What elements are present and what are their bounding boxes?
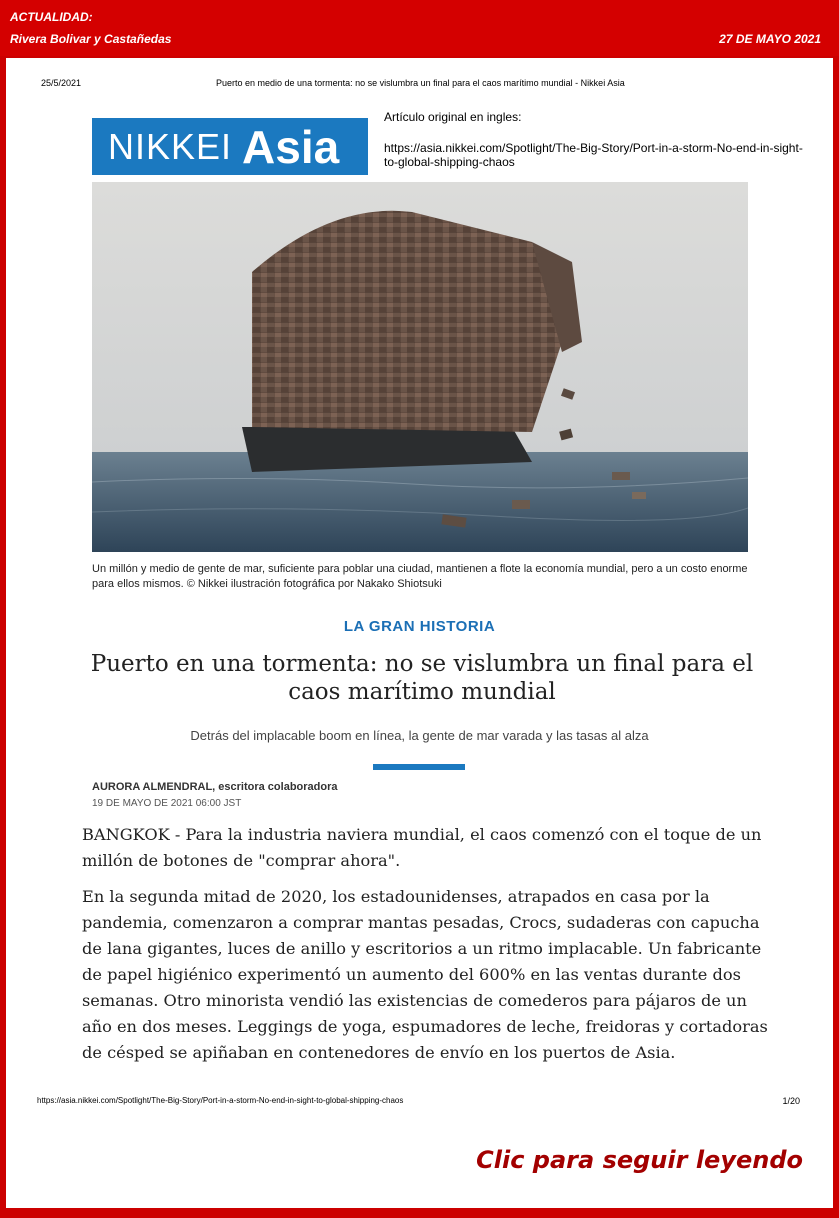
article-author: AURORA ALMENDRAL, escritora colaboradora [92, 781, 338, 793]
section-label: ACTUALIDAD: [10, 10, 93, 24]
original-article-label: Artículo original en ingles: [384, 110, 522, 124]
footer-url: https://asia.nikkei.com/Spotlight/The-Big-Story/Port-in-a-storm-No-end-in-sight-to-global-shipping-chaos [37, 1096, 404, 1105]
article-headline: Puerto en una tormenta: no se vislumbra un final para el caos marítimo mundial [90, 651, 754, 705]
print-date: 25/5/2021 [41, 78, 82, 88]
page-number: 1/20 [782, 1096, 800, 1106]
print-title: Puerto en medio de una tormenta: no se vislumbra un final para el caos marítimo mundial - Nikkei Asia [216, 78, 625, 88]
banner-date: 27 DE MAYO 2021 [719, 32, 821, 46]
photo-caption: Un millón y medio de gente de mar, suficiente para poblar una ciudad, mantienen a flote la economía mundial, pero a un costo enorme para ellos mismos. © Nikkei ilustración fotográfica por Nakako Shiotsuki [92, 563, 748, 590]
document-page [6, 58, 833, 1208]
divider-rule [373, 764, 465, 770]
article-body [82, 822, 772, 1076]
authors-label: Rivera Bolivar y Castañedas [10, 32, 172, 46]
article-subhead: Detrás del implacable boom en línea, la gente de mar varada y las tasas al alza [190, 728, 649, 743]
article-kicker: LA GRAN HISTORIA [343, 618, 496, 635]
continue-reading-link[interactable]: Clic para seguir leyendo [476, 1146, 803, 1174]
original-article-link[interactable]: https://asia.nikkei.com/Spotlight/The-Big-Story/Port-in-a-storm-No-end-in-sight-to-global-shipping-chaos [384, 141, 803, 169]
paragraph: BANGKOK - Para la industria naviera mundial, el caos comenzó con el toque de un millón de botones de "comprar ahora". [82, 825, 762, 870]
logo-word-asia: Asia [242, 120, 340, 173]
logo-word-nikkei: NIKKEI [108, 125, 233, 167]
top-banner [0, 0, 839, 56]
nikkei-asia-logo [92, 118, 368, 175]
paragraph: En la segunda mitad de 2020, los estadounidenses, atrapados en casa por la pandemia, comenzaron a comprar mantas pesadas, Crocs, sudaderas con capucha de lana gigantes, luces de anillo y escritorios a un ritmo implacable. Un fabricante de papel higiénico experimentó un aumento del 600% en las ventas durante dos semanas. Otro minorista vendió las existencias de comederos para pájaros de un año en dos meses. Leggings de yoga, espumadores de leche, freidoras y cortadoras de césped se apiñaban en contenedores de envío en los puertos de Asia. [82, 887, 768, 1062]
article-date: 19 DE MAYO DE 2021 06:00 JST [92, 798, 242, 809]
cargo-ship-illustration [92, 182, 748, 552]
